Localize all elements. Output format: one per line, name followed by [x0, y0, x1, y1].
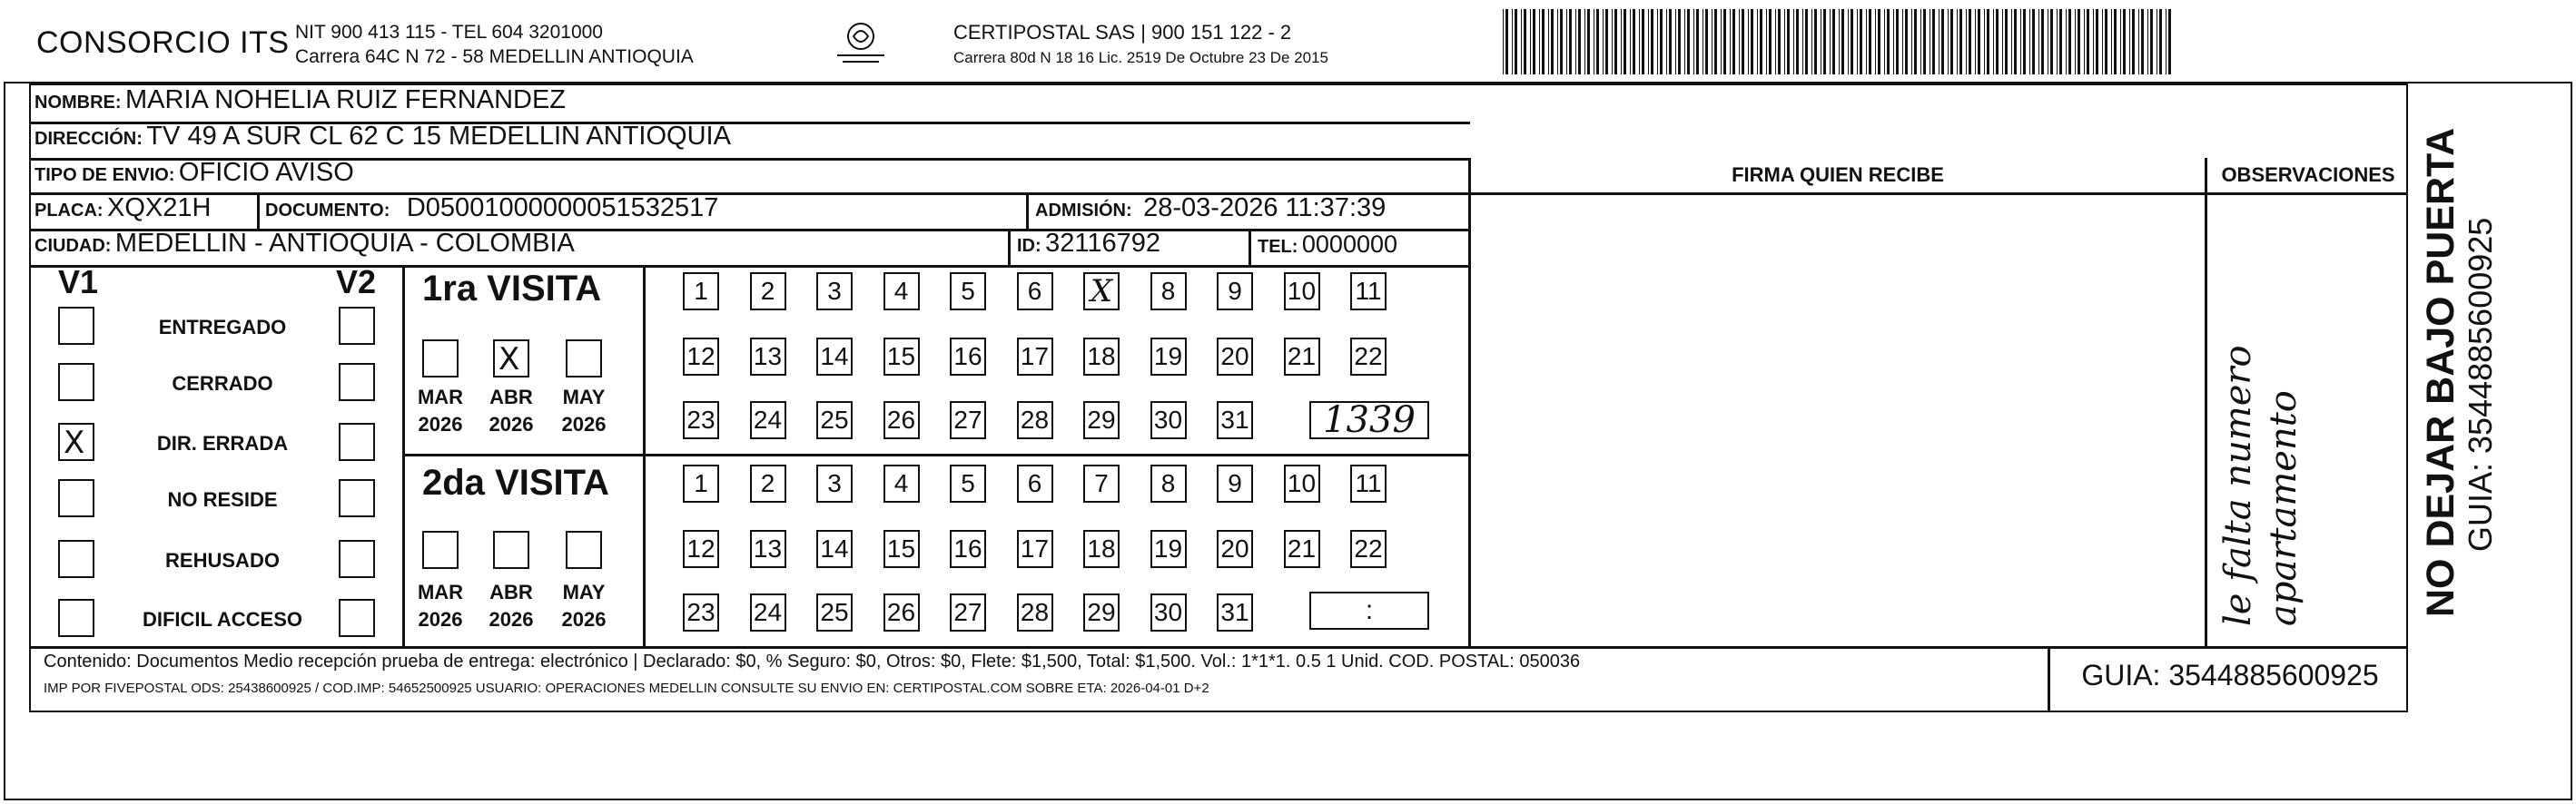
tel-label: TEL: [1258, 237, 1298, 257]
visit2-day-30[interactable]: 30 [1150, 593, 1187, 632]
visit1-day-16[interactable]: 16 [950, 338, 986, 376]
tel-value: 0000000 [1301, 230, 1398, 258]
visit1-day-18[interactable]: 18 [1083, 338, 1120, 376]
visit1-day-8[interactable]: 8 [1150, 272, 1187, 310]
visit1-day-22[interactable]: 22 [1350, 338, 1387, 376]
direccion-label: DIRECCIÓN: [35, 129, 143, 149]
visit2-title: 2da VISITA [422, 463, 609, 503]
visit1-month-may-checkbox[interactable] [566, 339, 602, 377]
visit2-day-3[interactable]: 3 [816, 465, 853, 503]
visit1-day-1[interactable]: 1 [683, 272, 719, 310]
visit1-day-4[interactable]: 4 [883, 272, 920, 310]
ciudad-value: MEDELLIN - ANTIOQUIA - COLOMBIA [114, 229, 575, 258]
visit1-day-9[interactable]: 9 [1217, 272, 1253, 310]
visit1-day-28[interactable]: 28 [1017, 401, 1053, 439]
v2-checkbox-rehusado[interactable] [339, 540, 375, 578]
v1-checkbox-dir-errada[interactable]: X [58, 423, 94, 461]
observaciones-header: OBSERVACIONES [2221, 163, 2395, 186]
visit2-day-19[interactable]: 19 [1150, 530, 1187, 568]
placa-label: PLACA: [35, 201, 104, 221]
visit2-day-14[interactable]: 14 [816, 530, 853, 568]
company-address: Carrera 64C N 72 - 58 MEDELLIN ANTIOQUIA [295, 46, 694, 67]
visit1-month-abr: ABR 2026 [489, 386, 534, 436]
visit1-day-21[interactable]: 21 [1284, 338, 1320, 376]
visit1-day-24[interactable]: 24 [750, 401, 786, 439]
visit2-day-5[interactable]: 5 [950, 465, 986, 503]
direccion-value: TV 49 A SUR CL 62 C 15 MEDELLIN ANTIOQUIA [146, 122, 731, 151]
v2-checkbox-entregado[interactable] [339, 307, 375, 345]
company-name: CONSORCIO ITS [36, 25, 290, 60]
visit1-day-5[interactable]: 5 [950, 272, 986, 310]
visit2-day-17[interactable]: 17 [1017, 530, 1053, 568]
visit2-day-10[interactable]: 10 [1284, 465, 1320, 503]
footer-guia: GUIA: 3544885600925 [2081, 659, 2379, 691]
v2-label: V2 [336, 263, 377, 300]
visit1-day-14[interactable]: 14 [816, 338, 853, 376]
visit1-day-29[interactable]: 29 [1083, 401, 1120, 439]
v2-checkbox-cerrado[interactable] [339, 363, 375, 401]
visit2-month-abr-checkbox[interactable] [493, 531, 529, 569]
visit2-day-24[interactable]: 24 [750, 593, 786, 632]
visit2-day-16[interactable]: 16 [950, 530, 986, 568]
visit1-day-20[interactable]: 20 [1217, 338, 1253, 376]
visit1-day-10[interactable]: 10 [1284, 272, 1320, 310]
visit2-day-25[interactable]: 25 [816, 593, 853, 632]
visit1-day-30[interactable]: 30 [1150, 401, 1187, 439]
visit2-day-23[interactable]: 23 [683, 593, 719, 632]
id-label: ID: [1017, 236, 1041, 256]
visit2-month-may: MAY 2026 [561, 581, 607, 631]
visit2-day-26[interactable]: 26 [883, 593, 920, 632]
visit1-day-25[interactable]: 25 [816, 401, 853, 439]
visit1-title: 1ra VISITA [422, 269, 602, 309]
status-label-cerrado: CERRADO [172, 372, 273, 395]
barcode [1503, 9, 2179, 74]
footer-imp-line: IMP POR FIVEPOSTAL ODS: 25438600925 / COD.IMP: 54652500925 USUARIO: OPERACIONES MEDELLIN CONSULTE SU ENVIO EN: CERTIPOSTAL.COM SOBRE ETA: 2026-04-01 D+2 [44, 681, 1209, 696]
visit1-day-12[interactable]: 12 [683, 338, 719, 376]
visit2-day-13[interactable]: 13 [750, 530, 786, 568]
admision-value: 28-03-2026 11:37:39 [1143, 193, 1387, 222]
courier-address: Carrera 80d N 18 16 Lic. 2519 De Octubre 23 De 2015 [953, 49, 1328, 66]
visit2-day-11[interactable]: 11 [1350, 465, 1387, 503]
nombre-label: NOMBRE: [35, 93, 122, 113]
no-dejar-bajo-puerta: NO DEJAR BAJO PUERTA [2419, 127, 2462, 617]
admision-label: ADMISIÓN: [1035, 201, 1132, 221]
visit2-day-12[interactable]: 12 [683, 530, 719, 568]
visit2-day-31[interactable]: 31 [1217, 593, 1253, 632]
handwritten-observation: le falta numero apartamento [2217, 345, 2305, 626]
visit1-day-31[interactable]: 31 [1217, 401, 1253, 439]
footer-contenido: Contenido: Documentos Medio recepción prueba de entrega: electrónico | Declarado: $0, % Seguro: $0, Otros: $0, Flete: $1,500, Total: $1,500. Vol.: 1*1*1. 0.5 1 Unid. COD. POSTAL: 050036 [44, 652, 1581, 672]
visit1-day-7[interactable]: X [1083, 272, 1120, 310]
visit1-month-may: MAY 2026 [561, 386, 607, 436]
tipo-envio-label: TIPO DE ENVIO: [35, 165, 175, 185]
v2-checkbox-dificil-acceso[interactable] [339, 599, 375, 637]
visit2-month-mar-checkbox[interactable] [422, 531, 459, 569]
visit2-day-4[interactable]: 4 [883, 465, 920, 503]
visit1-day-3[interactable]: 3 [816, 272, 853, 310]
visit2-month-may-checkbox[interactable] [566, 531, 602, 569]
status-label-no-reside: NO RESIDE [167, 488, 278, 511]
visit2-day-29[interactable]: 29 [1083, 593, 1120, 632]
visit2-day-7[interactable]: 7 [1083, 465, 1120, 503]
tipo-envio-value: OFICIO AVISO [178, 158, 354, 187]
visit2-day-21[interactable]: 21 [1284, 530, 1320, 568]
visit1-month-abr-checkbox[interactable]: X [493, 339, 529, 377]
visit2-day-1[interactable]: 1 [683, 465, 719, 503]
v1-checkbox-no-reside[interactable] [58, 479, 94, 517]
visit1-month-mar-checkbox[interactable] [422, 339, 459, 377]
nombre-value: MARIA NOHELIA RUIZ FERNANDEZ [125, 85, 567, 114]
visit2-day-2[interactable]: 2 [750, 465, 786, 503]
firma-header: FIRMA QUIEN RECIBE [1732, 163, 1944, 186]
status-label-rehusado: REHUSADO [165, 549, 280, 572]
visit1-day-26[interactable]: 26 [883, 401, 920, 439]
v2-checkbox-dir-errada[interactable] [339, 423, 375, 461]
documento-value: D05001000000051532517 [406, 193, 719, 222]
company-nit: NIT 900 413 115 - TEL 604 3201000 [295, 22, 603, 43]
visit2-day-9[interactable]: 9 [1217, 465, 1253, 503]
visit1-month-mar: MAR 2026 [417, 386, 464, 436]
visit2-day-28[interactable]: 28 [1017, 593, 1053, 632]
visit1-day-15[interactable]: 15 [883, 338, 920, 376]
v1-checkbox-cerrado[interactable] [58, 363, 94, 401]
visit1-day-17[interactable]: 17 [1017, 338, 1053, 376]
visit2-day-8[interactable]: 8 [1150, 465, 1187, 503]
visit2-month-abr: ABR 2026 [489, 581, 534, 631]
visit2-day-22[interactable]: 22 [1350, 530, 1387, 568]
visit2-day-27[interactable]: 27 [950, 593, 986, 632]
status-label-dir-errada: DIR. ERRADA [156, 432, 289, 455]
certipostal-logo [834, 20, 888, 71]
visit2-day-18[interactable]: 18 [1083, 530, 1120, 568]
visit1-day-2[interactable]: 2 [750, 272, 786, 310]
visit1-day-23[interactable]: 23 [683, 401, 719, 439]
visit1-day-6[interactable]: 6 [1017, 272, 1053, 310]
visit2-time: : [1309, 592, 1429, 630]
visit1-day-13[interactable]: 13 [750, 338, 786, 376]
status-label-entregado: ENTREGADO [158, 316, 287, 338]
documento-label: DOCUMENTO: [265, 201, 390, 221]
v2-checkbox-no-reside[interactable] [339, 479, 375, 517]
placa-value: XQX21H [107, 193, 212, 222]
visit2-day-15[interactable]: 15 [883, 530, 920, 568]
courier-name: CERTIPOSTAL SAS | 900 151 122 - 2 [953, 21, 1292, 44]
visit1-day-19[interactable]: 19 [1150, 338, 1187, 376]
visit2-month-mar: MAR 2026 [417, 581, 464, 631]
visit2-day-6[interactable]: 6 [1017, 465, 1053, 503]
side-guia: GUIA: 3544885600925 [2462, 217, 2499, 552]
status-label-dificil-acceso: DIFICIL ACCESO [142, 608, 302, 631]
visit2-day-20[interactable]: 20 [1217, 530, 1253, 568]
v1-checkbox-entregado[interactable] [58, 307, 94, 345]
id-value: 32116792 [1045, 229, 1160, 258]
v1-checkbox-rehusado[interactable] [58, 540, 94, 578]
ciudad-label: CIUDAD: [35, 236, 112, 256]
visit1-day-11[interactable]: 11 [1350, 272, 1387, 310]
v1-checkbox-dificil-acceso[interactable] [58, 599, 94, 637]
visit1-day-27[interactable]: 27 [950, 401, 986, 439]
v1-label: V1 [58, 263, 99, 300]
visit1-time: 1339 [1309, 401, 1429, 439]
